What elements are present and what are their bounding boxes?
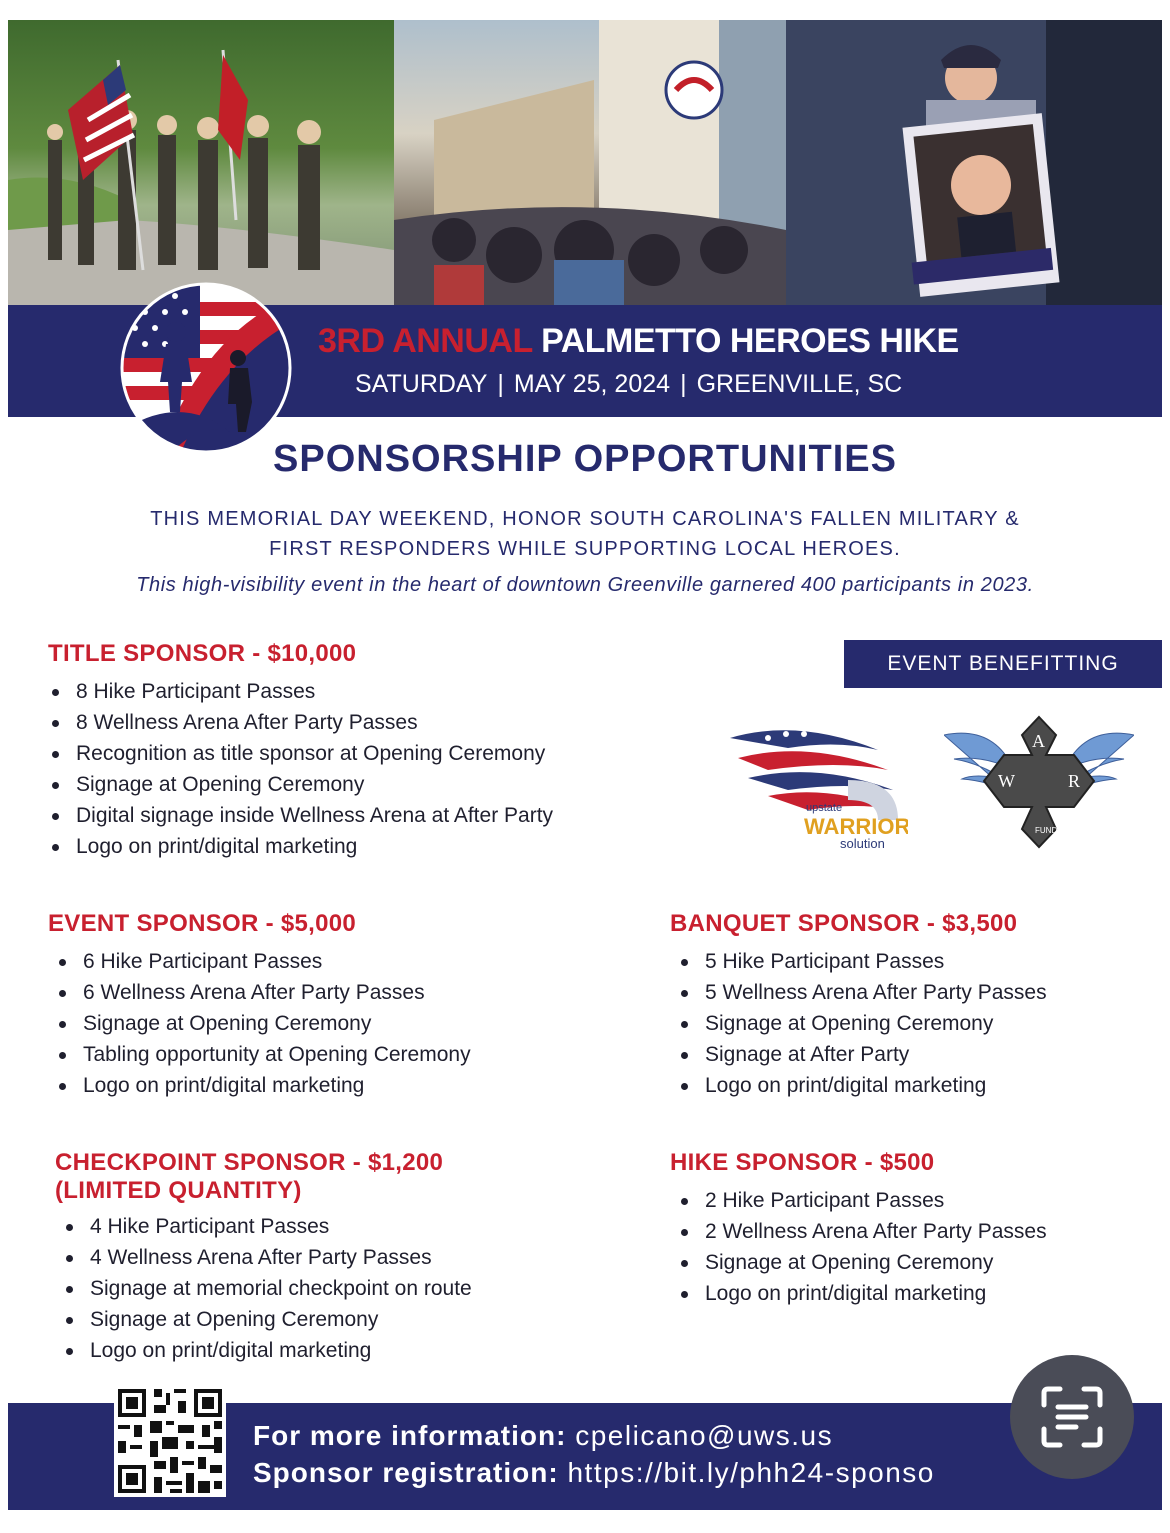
checkpoint-sponsor-section [55, 1149, 472, 1366]
list-item: Signage at memorial checkpoint on route [62, 1273, 472, 1304]
scan-text-button[interactable] [1010, 1355, 1134, 1479]
war-letter-w: W [998, 771, 1015, 791]
sponsor-heading: TITLE SPONSOR - $10,000 [48, 640, 357, 667]
tagline-line: FIRST RESPONDERS WHILE SUPPORTING LOCAL HEROES. [269, 538, 901, 560]
contact-email-link[interactable]: cpelicano@uws.us [575, 1420, 834, 1451]
list-item: 4 Wellness Arena After Party Passes [62, 1242, 472, 1273]
war-fund-logo [944, 715, 1134, 855]
event-benefitting-label: EVENT BENEFITTING [844, 640, 1162, 688]
sponsor-heading: HIKE SPONSOR - $500 [670, 1149, 935, 1176]
tagline-line: THIS MEMORIAL DAY WEEKEND, HONOR SOUTH CAROLINA'S FALLEN MILITARY & [150, 508, 1020, 530]
list-item: 4 Hike Participant Passes [62, 1211, 472, 1242]
event-title-accent: 3RD ANNUAL [318, 322, 533, 360]
photo-hikers-with-flags [8, 20, 394, 305]
list-item: 2 Wellness Arena After Party Passes [677, 1216, 1047, 1247]
list-item: 5 Hike Participant Passes [677, 946, 1047, 977]
sponsor-benefit-list [677, 946, 1047, 1101]
list-item: Signage at Opening Ceremony [62, 1304, 472, 1335]
event-subtitle [355, 370, 902, 399]
photo-strip [8, 20, 1162, 305]
war-fund-text: FUND [1035, 826, 1058, 835]
list-item: 8 Hike Participant Passes [48, 676, 553, 707]
photo-memorial-portrait [786, 20, 1162, 305]
list-item: Signage at Opening Ceremony [677, 1247, 1047, 1278]
banquet-sponsor-section [670, 910, 1047, 1101]
list-item: Logo on print/digital marketing [62, 1335, 472, 1366]
separator: | [497, 370, 504, 398]
list-item: 5 Wellness Arena After Party Passes [677, 977, 1047, 1008]
sponsor-benefit-list [48, 676, 553, 862]
sponsorship-flyer [8, 20, 1162, 1510]
list-item: Logo on print/digital marketing [677, 1278, 1047, 1309]
page-title: SPONSORSHIP OPPORTUNITIES [273, 438, 897, 480]
war-letter-r: R [1068, 771, 1081, 791]
participation-stat: This high-visibility event in the heart of downtown Greenville garnered 400 participants in 2023. [136, 574, 1034, 596]
event-day: SATURDAY [355, 370, 488, 398]
tagline [8, 504, 1162, 564]
hike-logo-icon [120, 282, 292, 459]
registration-link[interactable]: https://bit.ly/phh24-sponso [567, 1457, 935, 1488]
event-sponsor-section [48, 910, 471, 1101]
event-date: MAY 25, 2024 [513, 370, 671, 398]
uws-main-text: WARRIOR [804, 814, 908, 839]
sponsor-benefit-list [62, 1211, 472, 1366]
list-item: Recognition as title sponsor at Opening Ceremony [48, 738, 553, 769]
hike-sponsor-section [670, 1149, 1047, 1309]
event-title-main: PALMETTO HEROES HIKE [541, 322, 959, 360]
sponsor-subheading: (LIMITED QUANTITY) [55, 1177, 302, 1204]
event-title [318, 322, 959, 361]
list-item: Signage at Opening Ceremony [677, 1008, 1047, 1039]
sponsor-benefit-list [55, 946, 471, 1101]
upstate-warrior-solution-logo [728, 720, 908, 860]
title-sponsor-section [48, 640, 553, 862]
list-item: Logo on print/digital marketing [55, 1070, 471, 1101]
list-item: Tabling opportunity at Opening Ceremony [55, 1039, 471, 1070]
sponsor-heading: EVENT SPONSOR - $5,000 [48, 910, 357, 937]
list-item: Digital signage inside Wellness Arena at After Party [48, 800, 553, 831]
separator: | [680, 370, 687, 398]
list-item: Logo on print/digital marketing [48, 831, 553, 862]
registration-label: Sponsor registration: [253, 1457, 559, 1488]
list-item: Logo on print/digital marketing [677, 1070, 1047, 1101]
list-item: Signage at Opening Ceremony [55, 1008, 471, 1039]
war-letter-a: A [1032, 731, 1045, 751]
uws-small-text: upstate [806, 802, 843, 814]
list-item: Signage at Opening Ceremony [48, 769, 553, 800]
photo-crowd-at-arena [394, 20, 786, 305]
list-item: Signage at After Party [677, 1039, 1047, 1070]
uws-sub-text: solution [840, 836, 885, 851]
list-item: 6 Wellness Arena After Party Passes [55, 977, 471, 1008]
contact-label: For more information: [253, 1420, 567, 1451]
list-item: 6 Hike Participant Passes [55, 946, 471, 977]
list-item: 8 Wellness Arena After Party Passes [48, 707, 553, 738]
event-location: GREENVILLE, SC [696, 370, 903, 398]
sponsor-heading: BANQUET SPONSOR - $3,500 [670, 910, 1018, 937]
registration-line [253, 1457, 935, 1489]
sponsor-benefit-list [677, 1185, 1047, 1309]
qr-code-icon[interactable] [114, 1385, 226, 1497]
list-item: 2 Hike Participant Passes [677, 1185, 1047, 1216]
contact-line [253, 1420, 833, 1452]
scan-text-icon [1036, 1381, 1108, 1453]
sponsor-heading: CHECKPOINT SPONSOR - $1,200 [55, 1149, 444, 1176]
